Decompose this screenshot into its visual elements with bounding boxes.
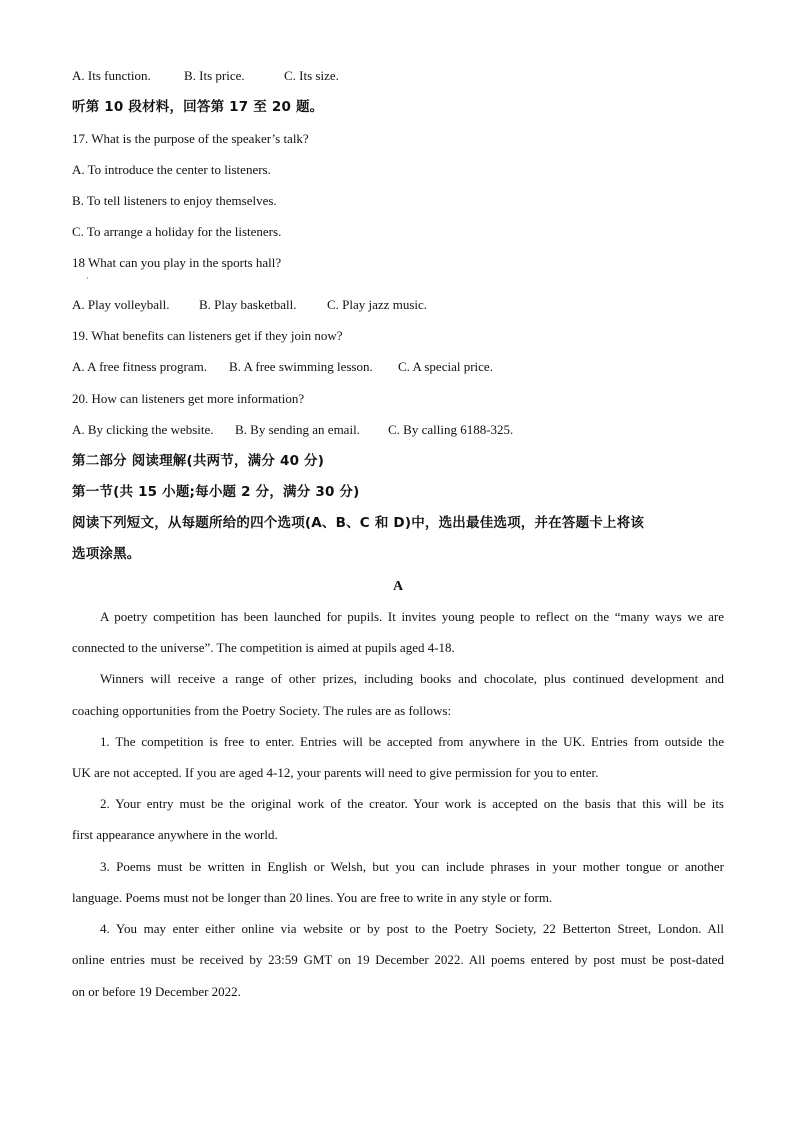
rule-3-line: 3. Poems must be written in English or Welsh, but you can include phrases in your mother tongue or another	[100, 859, 724, 874]
q17-question: 17. What is the purpose of the speaker’s talk?	[72, 131, 309, 146]
q18-question: 18 What can you play in the sports hall?	[72, 255, 282, 270]
q19-option-c: C. A special price.	[398, 359, 493, 374]
q20-option-c: C. By calling 6188-325.	[388, 422, 514, 437]
rule-4-line: 4. You may enter either online via website or by post to the Poetry Society, 22 Betterton Street, London. All	[100, 921, 724, 936]
q16-option-a: A. Its function.	[72, 68, 151, 83]
passage-line: Winners will receive a range of other prizes, including books and chocolate, plus continued development and	[100, 671, 724, 686]
q20-options	[72, 422, 513, 438]
q18-option-c: C. Play jazz music.	[327, 297, 428, 312]
q17-option-a: A. To introduce the center to listeners.	[72, 162, 271, 177]
q18-option-b: B. Play basketball.	[199, 297, 297, 312]
q18-options	[72, 297, 427, 313]
rule-3-line: language. Poems must not be longer than 20 lines. You are free to write in any style or form.	[72, 890, 553, 905]
q19-options	[72, 359, 493, 375]
rule-2-line: 2. Your entry must be the original work of the creator. Your work is accepted on the basis that this will be its	[100, 796, 724, 811]
section10-heading: 听第 10 段材料，回答第 17 至 20 题。	[72, 99, 324, 115]
passage-label: A	[392, 579, 404, 594]
q19-option-b: B. A free swimming lesson.	[229, 359, 373, 374]
passage-line: A poetry competition has been launched for pupils. It invites young people to reflect on the “many ways we are	[100, 609, 724, 624]
instruction-line-2: 选项涂黑。	[72, 546, 141, 562]
q19-question: 19. What benefits can listeners get if they join now?	[72, 328, 343, 343]
passage-line: connected to the universe”. The competition is aimed at pupils aged 4-18.	[72, 640, 455, 655]
q19-option-a: A. A free fitness program.	[72, 359, 208, 374]
rule-1-line: UK are not accepted. If you are aged 4-12, your parents will need to give permission for you to enter.	[72, 765, 599, 780]
rule-1-line: 1. The competition is free to enter. Entries will be accepted from anywhere in the UK. Entries from outside the	[100, 734, 724, 749]
q16-option-c: C. Its size.	[284, 68, 339, 83]
passage-line: coaching opportunities from the Poetry Society. The rules are as follows:	[72, 703, 452, 718]
q20-option-a: A. By clicking the website.	[72, 422, 214, 437]
q17-option-c: C. To arrange a holiday for the listeners.	[72, 224, 282, 239]
instruction-line-1: 阅读下列短文，从每题所给的四个选项(A、B、C 和 D)中，选出最佳选项，并在答题卡上将该	[72, 515, 645, 531]
section1-heading: 第一节(共 15 小题;每小题 2 分，满分 30 分)	[72, 484, 360, 500]
rule-2-line: first appearance anywhere in the world.	[72, 827, 278, 842]
part2-title: 第二部分 阅读理解(共两节，满分 40 分)	[72, 453, 325, 469]
stray-mark: ·	[86, 274, 89, 283]
q18-option-a: A. Play volleyball.	[72, 297, 170, 312]
q16-options	[72, 68, 339, 84]
q20-option-b: B. By sending an email.	[235, 422, 360, 437]
q17-option-b: B. To tell listeners to enjoy themselves.	[72, 193, 277, 208]
rule-4-line: online entries must be received by 23:59 GMT on 19 December 2022. All poems entered by post must be post-dated	[72, 952, 724, 967]
rule-4-line: on or before 19 December 2022.	[72, 984, 241, 999]
q20-question: 20. How can listeners get more information?	[72, 391, 305, 406]
q16-option-b: B. Its price.	[184, 68, 245, 83]
